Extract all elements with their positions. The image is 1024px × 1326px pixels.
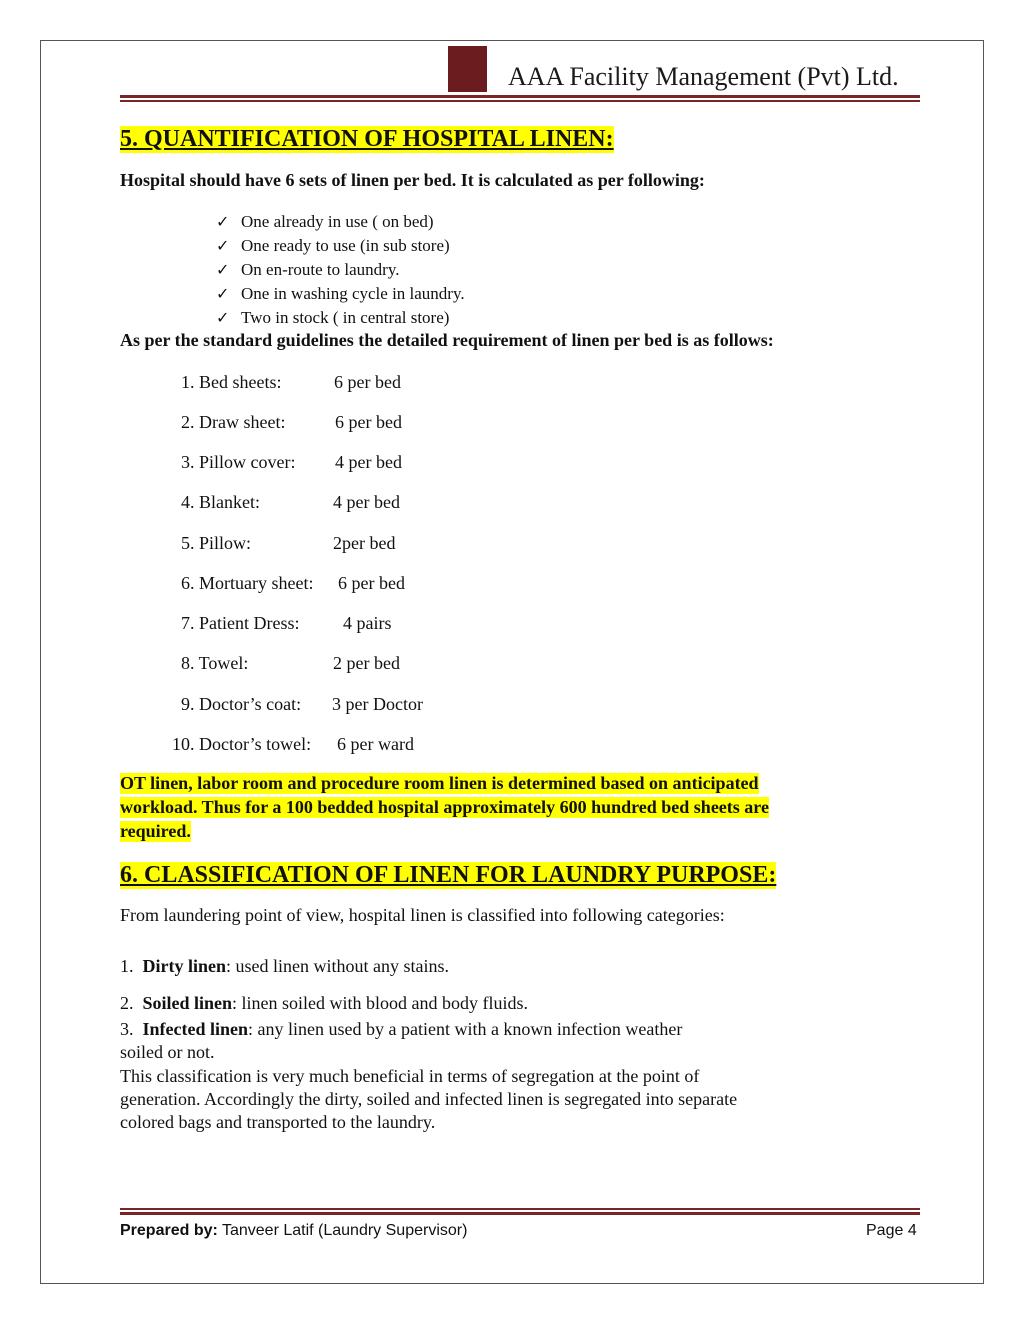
paragraph-line: This classification is very much beneficial in terms of segregation at the point of: [120, 1066, 700, 1086]
item-label: 7. Patient Dress:: [181, 613, 300, 633]
item-qty: 4 pairs: [343, 613, 392, 633]
category-term: Infected linen: [142, 1019, 248, 1039]
item-label: 10. Doctor’s towel:: [172, 734, 312, 754]
item-label: 4. Blanket:: [181, 492, 260, 512]
check-icon: ✓: [216, 286, 230, 303]
note-line: workload. Thus for a 100 bedded hospital approximately 600 hundred bed sheets are: [120, 797, 769, 817]
item-label: 5. Pillow:: [181, 533, 252, 553]
item-label: 1. Bed sheets:: [181, 372, 282, 392]
logo-mark-gap: [487, 44, 505, 94]
category-term: Soiled linen: [142, 993, 233, 1013]
item-qty: 6 per bed: [335, 412, 402, 432]
item-label: 6. Mortuary sheet:: [181, 573, 314, 593]
item-qty: 2per bed: [333, 533, 396, 553]
category-desc: : any linen used by a patient with a known infection weather: [248, 1019, 683, 1039]
prepared-label: Prepared by:: [120, 1222, 218, 1239]
section-5-title: 5. QUANTIFICATION OF HOSPITAL LINEN:: [120, 126, 614, 152]
check-icon: ✓: [216, 214, 230, 231]
item-label: 2. Draw sheet:: [181, 412, 286, 432]
item-label: 8. Towel:: [181, 653, 249, 673]
check-item: On en-route to laundry.: [241, 260, 400, 279]
item-qty: 3 per Doctor: [332, 694, 423, 714]
section-6-intro: From laundering point of view, hospital linen is classified into following categories:: [120, 905, 725, 925]
item-label: 9. Doctor’s coat:: [181, 694, 302, 714]
category-desc: : used linen without any stains.: [226, 956, 449, 976]
item-qty: 4 per bed: [335, 452, 402, 472]
category-continuation: soiled or not.: [120, 1042, 215, 1062]
check-item: One ready to use (in sub store): [241, 236, 450, 255]
category-desc: : linen soiled with blood and body fluids.: [232, 993, 529, 1013]
check-item: One already in use ( on bed): [241, 212, 434, 231]
category-item: [120, 993, 528, 1014]
check-icon: ✓: [216, 310, 230, 327]
note-line: OT linen, labor room and procedure room linen is determined based on anticipated: [120, 773, 759, 793]
item-label: 3. Pillow cover:: [181, 452, 296, 472]
category-term: Dirty linen: [142, 956, 226, 976]
check-icon: ✓: [216, 238, 230, 255]
item-qty: 4 per bed: [333, 492, 400, 512]
item-qty: 2 per bed: [333, 653, 400, 673]
prepared-name: Tanveer Latif (Laundry Supervisor): [221, 1222, 468, 1239]
footer-prepared-by: [120, 1222, 467, 1240]
paragraph-line: colored bags and transported to the laundry.: [120, 1112, 436, 1132]
paragraph-line: generation. Accordingly the dirty, soiled and infected linen is segregated into separate: [120, 1089, 738, 1109]
item-qty: 6 per bed: [334, 372, 401, 392]
header-rule: [120, 95, 920, 98]
category-number: 2.: [120, 993, 134, 1013]
category-number: 1.: [120, 956, 134, 976]
footer-rule: [120, 1212, 920, 1215]
check-icon: ✓: [216, 262, 230, 279]
guideline-text: As per the standard guidelines the detailed requirement of linen per bed is as follows:: [120, 330, 774, 350]
footer-rule-thin: [120, 1208, 920, 1210]
note-line: required.: [120, 821, 191, 841]
header-rule-thin: [120, 100, 920, 102]
page-number: Page 4: [866, 1222, 917, 1239]
category-number: 3.: [120, 1019, 134, 1039]
item-qty: 6 per ward: [337, 734, 414, 754]
category-item: [120, 1019, 682, 1040]
section-5-intro: Hospital should have 6 sets of linen per bed. It is calculated as per following:: [120, 170, 705, 190]
section-6-title: 6. CLASSIFICATION OF LINEN FOR LAUNDRY PURPOSE:: [120, 862, 777, 888]
category-item: [120, 956, 449, 977]
company-name: AAA Facility Management (Pvt) Ltd.: [508, 62, 899, 91]
check-item: One in washing cycle in laundry.: [241, 284, 465, 303]
check-item: Two in stock ( in central store): [241, 308, 450, 327]
item-qty: 6 per bed: [338, 573, 405, 593]
